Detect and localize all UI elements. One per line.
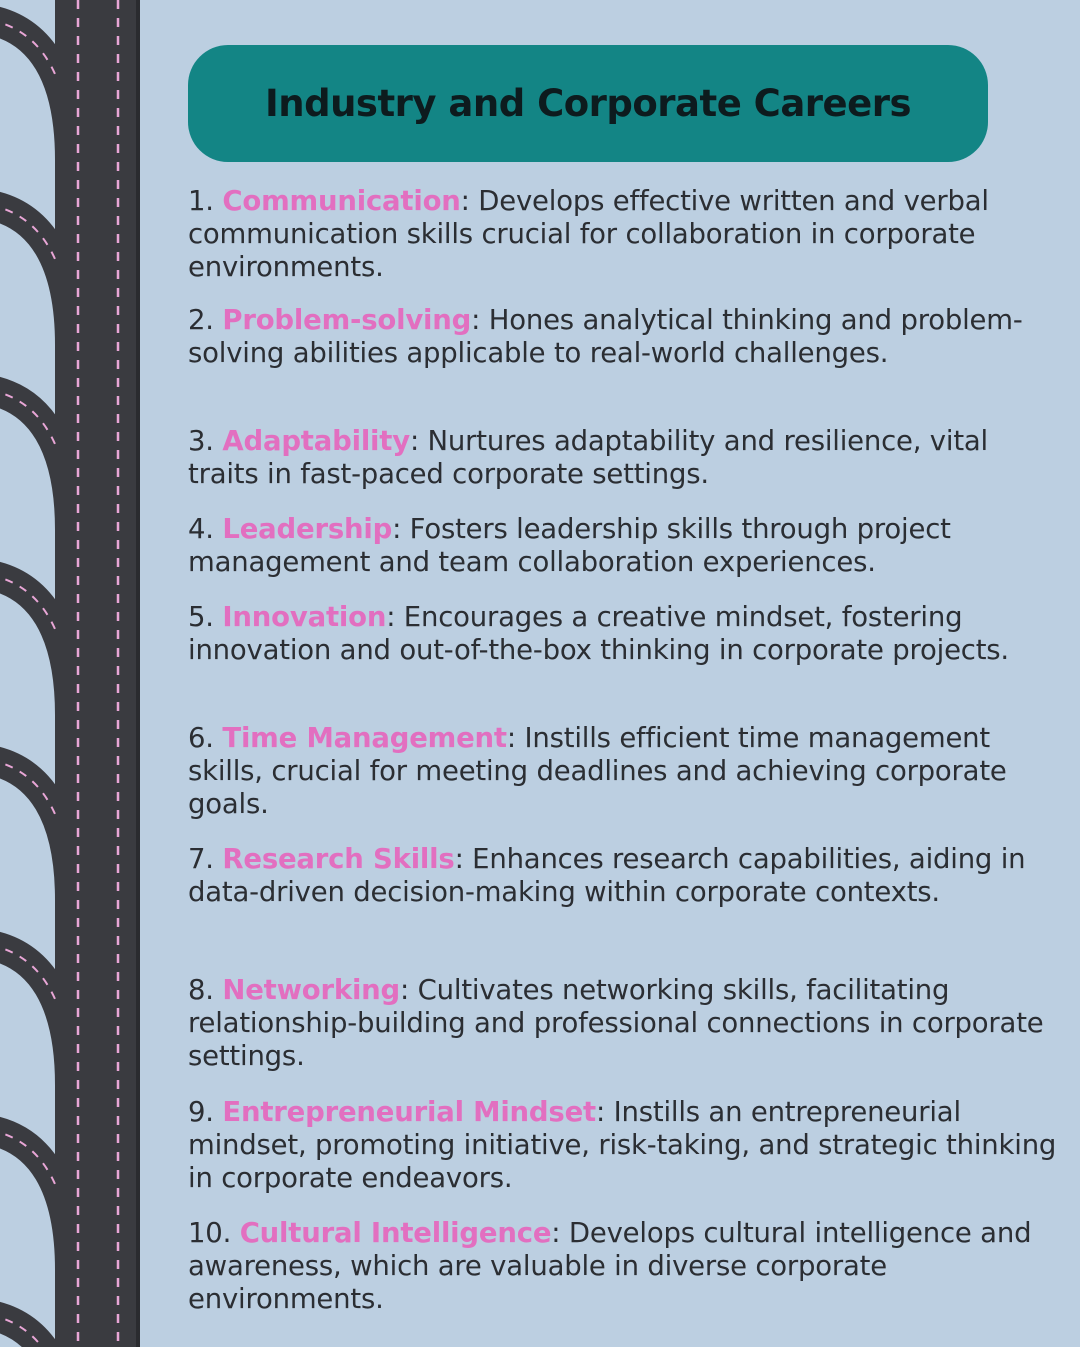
item-keyword: Cultural Intelligence [239,1217,552,1249]
item-number: 10. [188,1217,232,1249]
item-description: : Instills an entrepreneurial mindset, promoting initiative, risk-taking, and strategic thinking in corporate endeavors. [188,1096,1057,1194]
item-number: 9. [188,1096,214,1128]
item-description: : Enhances research capabilities, aiding in data-driven decision-making within corporate contexts. [188,843,1026,908]
item-description: : Develops cultural intelligence and awareness, which are valuable in diverse corporate environments. [188,1217,1032,1315]
item-keyword: Innovation [222,601,387,633]
list-item-research-skills [188,843,1058,909]
item-description: : Encourages a creative mindset, fostering innovation and out-of-the-box thinking in corporate projects. [188,601,1009,666]
list-item-adaptability [188,425,1058,491]
list-item-innovation [188,601,1058,667]
list-item-communication [188,185,1058,284]
item-keyword: Research Skills [222,843,455,875]
page-title: Industry and Corporate Careers [265,82,911,125]
list-item-time-management [188,722,1058,821]
item-keyword: Communication [222,185,461,217]
road-decoration [0,0,150,1347]
list-item-cultural-intelligence [188,1217,1058,1316]
item-number: 3. [188,425,214,457]
item-number: 4. [188,513,214,545]
item-description: : Develops effective written and verbal communication skills crucial for collaboration in corporate environments. [188,185,989,283]
item-keyword: Leadership [222,513,393,545]
list-item-networking [188,974,1058,1073]
item-keyword: Adaptability [222,425,410,457]
item-keyword: Problem-solving [222,304,472,336]
main-content [145,0,1080,1347]
item-description: : Instills efficient time management skills, crucial for meeting deadlines and achieving corporate goals. [188,722,1007,820]
item-number: 1. [188,185,214,217]
list-item-problem-solving [188,304,1058,370]
item-number: 2. [188,304,214,336]
item-description: : Cultivates networking skills, facilitating relationship-building and professional connections in corporate settings. [188,974,1044,1072]
item-description: : Fosters leadership skills through project management and team collaboration experiences. [188,513,951,578]
item-number: 5. [188,601,214,633]
list-item-entrepreneurial-mindset [188,1096,1058,1195]
vertical-road [56,0,140,1347]
item-description: : Hones analytical thinking and problem-solving abilities applicable to real-world challenges. [188,304,1023,369]
list-item-leadership [188,513,1058,579]
item-keyword: Entrepreneurial Mindset [222,1096,596,1128]
item-keyword: Time Management [222,722,507,754]
item-number: 7. [188,843,214,875]
item-description: : Nurtures adaptability and resilience, vital traits in fast-paced corporate settings. [188,425,989,490]
item-number: 8. [188,974,214,1006]
item-number: 6. [188,722,214,754]
item-keyword: Networking [222,974,401,1006]
title-banner [188,45,988,162]
